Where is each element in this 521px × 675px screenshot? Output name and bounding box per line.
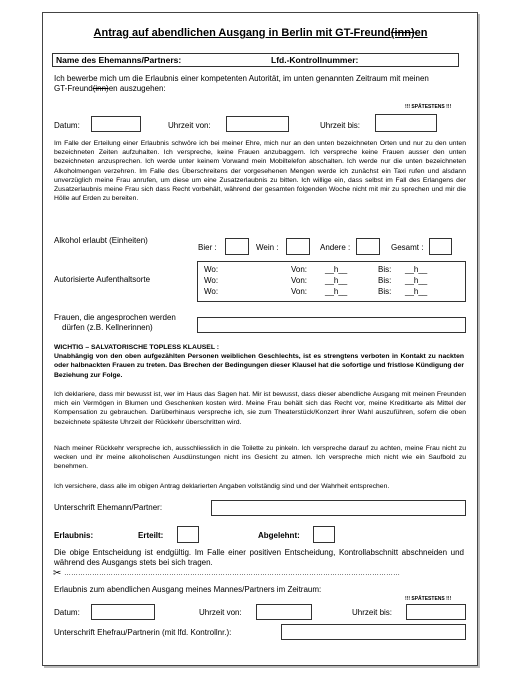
beer-field[interactable]: [225, 238, 249, 255]
alcohol-label: Alkohol erlaubt (Einheiten): [54, 236, 148, 245]
signature-husband-field[interactable]: [211, 500, 466, 516]
time-to-field-2[interactable]: [406, 604, 466, 620]
place-from-label: Von:: [291, 276, 308, 285]
other-field[interactable]: [356, 238, 380, 255]
time-from-label-2: Uhrzeit von:: [199, 608, 242, 617]
places-label: Autorisierte Aufenthaltsorte: [54, 275, 151, 284]
time-to-label-2: Uhrzeit bis:: [352, 608, 393, 617]
signature-husband-label: Unterschrift Ehemann/Partner:: [54, 503, 163, 512]
time-from-field-2[interactable]: [256, 604, 312, 620]
time-from-label: Uhrzeit von:: [168, 121, 211, 130]
total-field[interactable]: [429, 238, 452, 255]
place-where-label: Wo:: [204, 276, 219, 285]
place-to-label: Bis:: [378, 265, 392, 274]
oath-paragraph: Im Falle der Erteilung einer Erlaubnis schwöre ich bei meiner Ehre, mich nur an den unten bezeichneten Orten und nur zu den unten bezeichneten Zeiten aufzuhalten. Ich verspreche, keine Frauen anzubaggern. Ich verspreche keine Frauen ausser den unten bezeichneten anzusprechen. Ich werde unter keinem Vorwand mein Mobiltelefon abschalten. Ich werde nur die unten bezeichneten Alkoholmengen verzehren. Im Falle des Überschreitens der vorgesehenen Mengen werde ich zunächst ein Taxi rufen und alsdann unverzüglich meine Frau anrufen, um diese um eine Zusatzerlaubnis zu bitten. Ich willige ein, dass selbst im Fall des Erlangens der Zusatzerlaubnis meine Frau sich dass Recht vorbehält, während der gesamten folgenden Woche nicht mit mir zu sprechen und mir die Hölle auf Erden zu bereiten.: [54, 140, 466, 203]
places-box[interactable]: [197, 261, 466, 302]
women-label: Frauen, die angesprochen werden dürfen (z.B. Kellnerinnen): [54, 313, 176, 332]
return-paragraph: Nach meiner Rückkehr verspreche ich, ausschliesslich in die Toilette zu pinkeln. Ich verspreche darauf zu achten, meine Frau nicht zu wecken und ihr meine alkoholischen Ausdünstungen nicht ins Gesicht zu atmen. Ich verspreche mich nicht wie ein Saufbold zu benehmen.: [54, 445, 466, 471]
clause-text: Unabhängig von den oben aufgezählten Personen weiblichen Geschlechts, ist es strengtens verboten in Kontakt zu nackten oder halbnackten Frauen zu treten. Das Brechen der Bedingungen dieser Klausel hat die sofortige und fristlose Kündigung der Beziehung zur Folge.: [54, 353, 464, 379]
place-to-value: __h__: [405, 287, 428, 296]
place-from-value: __h__: [325, 276, 348, 285]
time-to-field[interactable]: [375, 114, 437, 132]
name-label: Name des Ehemanns/Partners:: [56, 55, 182, 65]
cut-line: ………………………………………………………………………………………………………………………………: [64, 570, 400, 577]
intro-text: Ich bewerbe mich um die Erlaubnis einer kompetenten Autorität, im unten genannten Zeitraum mit meinen GT-Freund(inn)en auszugehen:: [54, 74, 429, 93]
topless-clause: [54, 343, 464, 380]
place-to-label: Bis:: [378, 287, 392, 296]
latest-note: !!! SPÄTESTENS !!!: [405, 104, 452, 110]
place-from-value: __h__: [325, 265, 348, 274]
other-label: Andere :: [320, 243, 351, 252]
date-field-2[interactable]: [91, 604, 155, 620]
place-where-label: Wo:: [204, 287, 219, 296]
date-label: Datum:: [54, 121, 80, 130]
name-bar: [52, 53, 459, 67]
place-from-value: __h__: [325, 287, 348, 296]
signature-wife-label: Unterschrift Ehefrau/Partnerin (mit lfd. Kontrollnr.):: [54, 628, 232, 637]
latest-note-2: !!! SPÄTESTENS !!!: [405, 596, 452, 602]
form-title: Antrag auf abendlichen Ausgang in Berlin mit GT-Freund(inn)en: [93, 27, 428, 39]
time-from-field[interactable]: [226, 116, 289, 132]
women-field[interactable]: [197, 317, 466, 333]
total-label: Gesamt :: [391, 243, 424, 252]
place-from-label: Von:: [291, 287, 308, 296]
permit-heading: Erlaubnis zum abendlichen Ausgang meines Mannes/Partners im Zeitraum:: [54, 585, 322, 594]
place-to-label: Bis:: [378, 276, 392, 285]
place-where-label: Wo:: [204, 265, 219, 274]
place-to-value: __h__: [405, 265, 428, 274]
granted-checkbox[interactable]: [177, 526, 199, 543]
granted-label: Erteilt:: [138, 531, 164, 540]
scissors-icon: ✂: [53, 568, 62, 579]
permission-label: Erlaubnis:: [54, 531, 94, 540]
place-from-label: Von:: [291, 265, 308, 274]
wine-field[interactable]: [286, 238, 310, 255]
control-number-label: Lfd.-Kontrollnummer:: [271, 55, 359, 65]
beer-label: Bier :: [198, 243, 217, 252]
date-field[interactable]: [91, 116, 141, 132]
denied-label: Abgelehnt:: [258, 531, 300, 540]
date-label-2: Datum:: [54, 608, 80, 617]
time-to-label: Uhrzeit bis:: [320, 121, 361, 130]
final-paragraph: Die obige Entscheidung ist endgültig. Im Falle einer positiven Entscheidung, Kontrollabschnitt abschneiden und während des Ausgangs stets bei sich tragen.: [54, 548, 464, 567]
assurance-line: Ich versichere, dass alle im obigen Antrag deklarierten Angaben vollständig sind und der Wahrheit entsprechen.: [54, 483, 390, 490]
place-to-value: __h__: [405, 276, 428, 285]
signature-wife-field[interactable]: [281, 624, 466, 640]
declaration-paragraph: Ich deklariere, dass mir bewusst ist, wer im Haus das Sagen hat. Mir ist bewusst, dass dieser abendliche Ausgang mit meinen Freunden mich ein Vermögen in Blumen und Geschenken kosten wird. Meine Frau behält sich das Recht vor, meine Kreditkarte als Mittel der Kompensation zu gebrauchen. Darüberhinaus verspreche ich, sie zum Theaterstück/Konzert ihrer Wahl auszuführen, sofern die oben bezeichnete späteste Uhrzeit der Rückkehr überschritten wird.: [54, 391, 466, 426]
denied-checkbox[interactable]: [313, 526, 335, 543]
wine-label: Wein :: [256, 243, 279, 252]
clause-heading: WICHTIG – SALVATORISCHE TOPLESS KLAUSEL :: [54, 344, 220, 351]
